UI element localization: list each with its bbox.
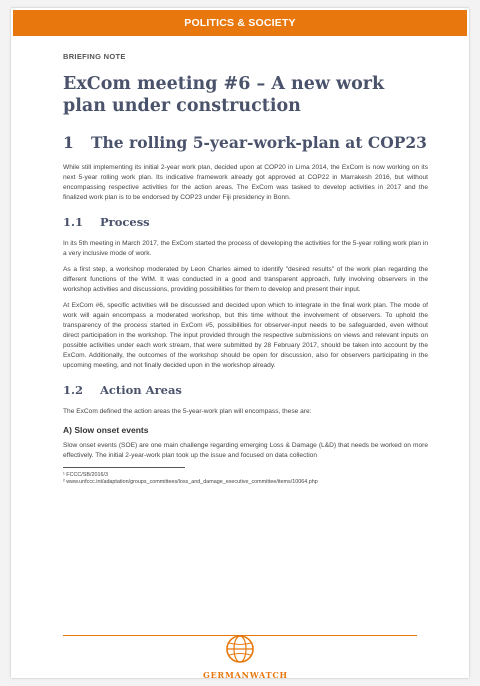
section-number: 1.1 (63, 215, 84, 229)
section-number: 1 (63, 133, 74, 152)
footnote: ¹ FCCC/SB/2016/3 (63, 472, 108, 478)
page-title: ExCom meeting #6 – A new work plan under construction (63, 74, 385, 116)
section-1-1-heading (63, 215, 428, 230)
document-page (11, 8, 469, 678)
footnote-rule (63, 467, 185, 468)
logo-wordmark: GERMANWATCH (203, 670, 288, 680)
section-1-2-heading (63, 383, 428, 398)
section-title: Action Areas (100, 383, 182, 397)
page-content (63, 52, 428, 486)
section-1-heading (63, 132, 428, 153)
section-number: 1.2 (63, 383, 84, 397)
section-banner: POLITICS & SOCIETY (13, 10, 467, 36)
section-title: Process (100, 215, 150, 229)
paragraph: Slow onset events (SOE) are one main challenge regarding emerging Loss & Damage (L&D) that needs be worked on more effectively. The initial 2-year-work plan took up the issue and focused on data collection (63, 442, 428, 459)
globe-icon (225, 634, 255, 664)
section-title: The rolling 5-year-work-plan at COP23 (91, 133, 427, 152)
paragraph: At ExCom #6, specific activities will be discussed and decided upon which to integrate in the final work plan. The mode of work will again encompass a moderated workshop, but this time without the involvement of observers. To uphold the transparency of the process started in ExCom #5, possibilities for observer-input needs to be safeguarded, even without direct participation in the workshop. The input provided through the respective submissions on views and relevant inputs on possible activities under each work stream, that were submitted by 28 February 2017, should be taken into account by the ExCom. Additionally, the outcomes of the workshop should be open for discussion, also for observers participating in the upcoming meeting, and not finally decided upon in the workshop already. (63, 302, 428, 369)
footnote: ² www.unfccc.int/adaptation/groups_committees/loss_and_damage_executive_committee/items/10064.php (63, 479, 318, 485)
subsection-heading: A) Slow onset events (63, 425, 149, 435)
germanwatch-logo (203, 634, 288, 680)
paragraph: The ExCom defined the action areas the 5-year-work plan will encompass, these are: (63, 408, 312, 415)
doc-type-label: BRIEFING NOTE (63, 52, 126, 61)
paragraph: In its 5th meeting in March 2017, the ExCom started the process of developing the activities for the 5-year rolling work plan in a very inclusive mode of work. (63, 240, 428, 257)
paragraph: As a first step, a workshop moderated by Leon Charles aimed to identify "desired results" of the work plan regarding the different functions of the WIM. It was conducted in a good and transparent approach, fully involving observers in the workshop activities and discussions, providing possibilities for them to develop and present their input. (63, 266, 428, 293)
paragraph: While still implementing its initial 2-year work plan, decided upon at COP20 in Lima 2014, the ExCom is now working on its next 5-year rolling work plan. Its indicative framework already got approved at COP22 in Marrakesh 2016, but without encompassing respective activities for the action areas. The ExCom was tasked to develop activities in 2017 and the finalized work plan is to be endorsed by COP23 under Fiji presidency in Bonn. (63, 164, 428, 201)
